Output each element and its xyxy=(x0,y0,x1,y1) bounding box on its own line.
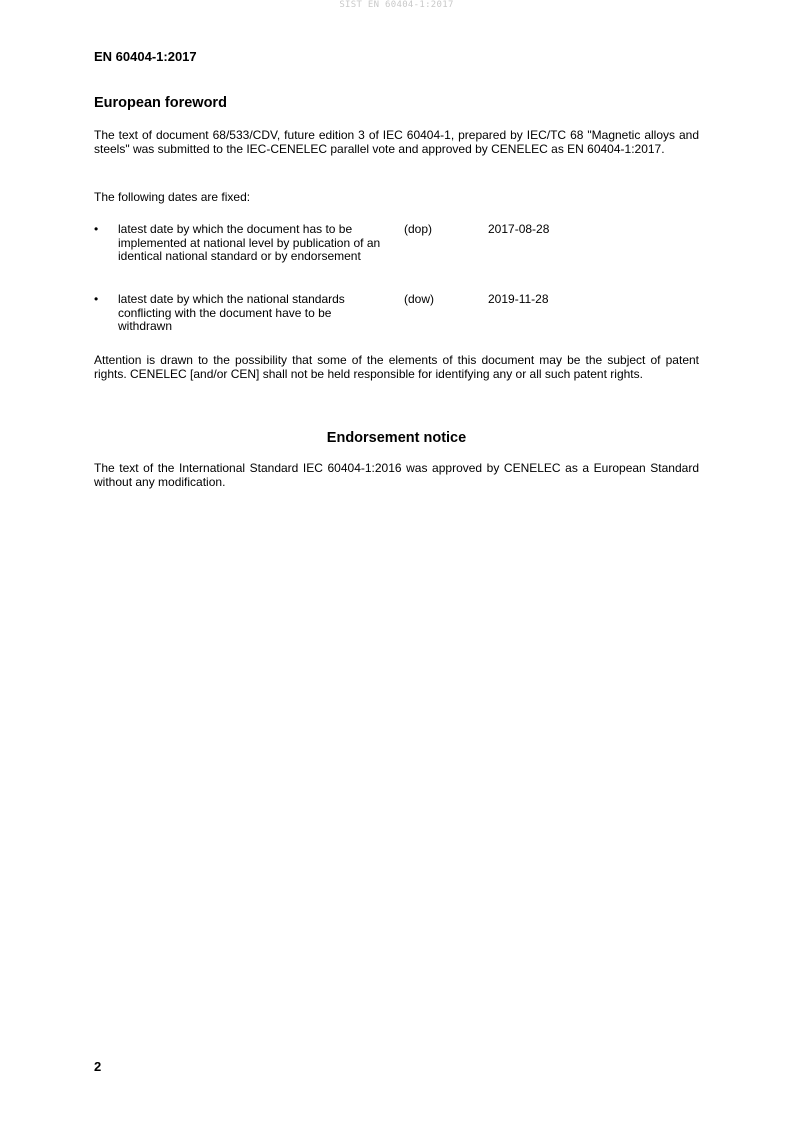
bullet-icon: • xyxy=(94,222,99,236)
date-item-description: latest date by which the document has to be implemented at national level by publication of an identical national standard or by endorsement xyxy=(118,222,381,263)
date-item-date: 2017-08-28 xyxy=(488,222,550,236)
foreword-paragraph-2: The following dates are fixed: xyxy=(94,190,251,204)
foreword-paragraph-3: Attention is drawn to the possibility that some of the elements of this document may be the subject of patent rights. CENELEC [and/or CEN] shall not be held responsible for identifying any or all such patent rights. xyxy=(94,353,699,381)
document-id-header: EN 60404-1:2017 xyxy=(94,49,197,64)
foreword-paragraph-1: The text of document 68/533/CDV, future edition 3 of IEC 60404-1, prepared by IEC/TC 68 "Magnetic alloys and steels" was submitted to the IEC-CENELEC parallel vote and approved by CENELEC as EN 60404-1:2017. xyxy=(94,128,699,156)
date-item-code: (dop) xyxy=(404,222,433,236)
foreword-title: European foreword xyxy=(94,95,227,111)
date-item-code: (dow) xyxy=(404,292,435,306)
date-item-description: latest date by which the national standards conflicting with the document have to be withdrawn xyxy=(118,292,345,333)
bullet-icon: • xyxy=(94,292,99,306)
page-number: 2 xyxy=(94,1059,102,1074)
endorsement-title: Endorsement notice xyxy=(326,430,467,446)
date-item-date: 2019-11-28 xyxy=(488,292,549,306)
endorsement-paragraph: The text of the International Standard IEC 60404-1:2016 was approved by CENELEC as a European Standard without any modification. xyxy=(94,461,699,489)
watermark-text: SIST EN 60404-1:2017 xyxy=(339,0,454,10)
